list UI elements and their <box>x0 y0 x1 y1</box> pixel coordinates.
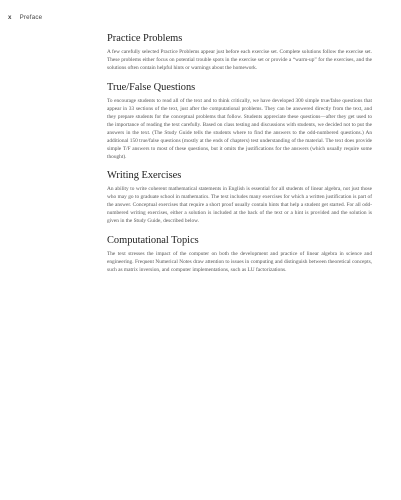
page-content <box>107 33 372 284</box>
running-title: Preface <box>19 14 43 21</box>
section-body-computational-topics: The text stresses the impact of the computer on both the development and practice of linear algebra in science and engineering. Frequent Numerical Notes draw attention to issues in computing and distinguish between theoretical concepts, such as matrix inversion, and computer implementations, such as LU factorizations. <box>107 251 372 274</box>
running-head <box>8 14 42 21</box>
section-body-true-false-questions: To encourage students to read all of the text and to think critically, we have developed 300 simple true/false questions that appear in 33 sections of the text, just after the computational problems. They can be answered directly from the text, and they prepare students for the conceptual problems that follow. Students appreciate these questions—after they get used to the importance of reading the text carefully. Based on class testing and discussions with students, we decided not to put the answers in the text. (The Study Guide tells the students where to find the answers to the odd-numbered questions.) An additional 150 true/false questions (mostly at the ends of chapters) test understanding of the material. The text does provide simple T/F answers to most of these questions, but it omits the justifications for the answers (which usually require some thought). <box>107 97 372 160</box>
section-body-writing-exercises: An ability to write coherent mathematical statements in English is essential for all students of linear algebra, not just those who may go to graduate school in mathematics. The text includes many exercises for which a written justification is part of the answer. Conceptual exercises that require a short proof usually contain hints that help a student get started. For all odd-numbered writing exercises, either a solution is included at the back of the text or a hint is provided and the solution is given in the Study Guide, described below. <box>107 186 372 225</box>
section-heading-true-false-questions: True/False Questions <box>107 81 196 93</box>
section-heading-practice-problems: Practice Problems <box>107 33 183 44</box>
section-body-practice-problems: A few carefully selected Practice Problems appear just before each exercise set. Complete solutions follow the exercise set. These problems either focus on potential trouble spots in the exercise set or provide a “warm-up” for the exercises, and the solutions often contain helpful hints or warnings about the homework. <box>107 49 372 71</box>
section-heading-writing-exercises: Writing Exercises <box>107 170 182 182</box>
section-heading-computational-topics: Computational Topics <box>107 235 199 247</box>
page-number: x <box>8 14 12 21</box>
